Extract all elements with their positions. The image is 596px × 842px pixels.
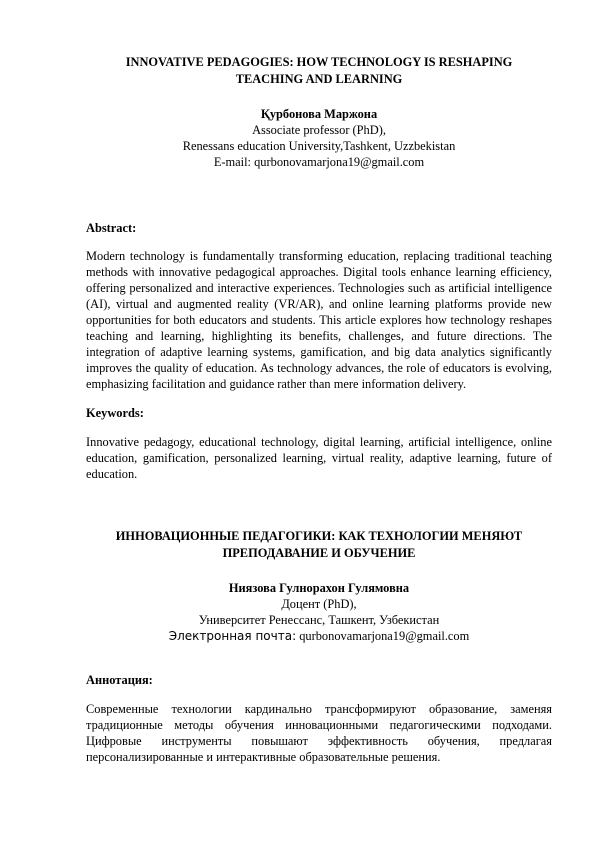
title-russian [86, 528, 552, 562]
author-affiliation-ru: Университет Ренессанс, Ташкент, Узбекистан [198, 613, 440, 627]
title-line: ИННОВАЦИОННЫЕ ПЕДАГОГИКИ: КАК ТЕХНОЛОГИИ МЕНЯЮТ [115, 529, 523, 543]
email-label: Электронная почта: [168, 629, 297, 643]
title-line: TEACHING AND LEARNING [235, 72, 403, 86]
author-position: Associate professor (PhD), [252, 123, 386, 137]
author-position-ru: Доцент (PhD), [281, 597, 357, 611]
author-name-ru: Ниязова Гулнорахон Гулямовна [228, 581, 410, 595]
author-email-ru [86, 628, 552, 644]
abstract-text: Modern technology is fundamentally transforming education, replacing traditional teaching methods with innovative pedagogical approaches. Digital tools enhance learning efficiency, offering personalized and interactive experiences. Technologies such as artificial intelligence (AI), virtual and augmented reality (VR/AR), and online learning platforms provide new opportunities for both educators and students. This article explores how technology reshapes teaching and learning, highlighting its benefits, challenges, and future directions. The integration of adaptive learning systems, gamification, and big data analytics significantly improves the quality of education. As technology advances, the role of educators is evolving, emphasizing facilitation and guidance rather than mere information delivery. [86, 249, 552, 391]
keywords-text: Innovative pedagogy, educational technology, digital learning, artificial intelligence, online education, gamification, personalized learning, virtual reality, adaptive learning, future of education. [86, 435, 552, 481]
author-name: Қурбонова Маржона [260, 107, 378, 121]
keywords-heading: Keywords: [86, 406, 144, 420]
title-line: INNOVATIVE PEDAGOGIES: HOW TECHNOLOGY IS RESHAPING [125, 55, 513, 69]
author-affiliation: Renessans education University,Tashkent, Uzzbekistan [182, 139, 456, 153]
author-email: E-mail: qurbonovamarjona19@gmail.com [213, 155, 425, 169]
page-content [86, 54, 552, 765]
annotation-text: Современные технологии кардинально трансформируют образование, заменяя традиционные методы обучения инновационными педагогическими подходами. Цифровые инструменты повышают эффективность обучения, предлагая персонализированные и интерактивные образовательные решения. [86, 702, 552, 764]
title-english [86, 54, 552, 88]
abstract-heading: Abstract: [86, 221, 137, 235]
email-value: qurbonovamarjona19@gmail.com [299, 629, 470, 643]
title-line: ПРЕПОДАВАНИЕ И ОБУЧЕНИЕ [222, 546, 416, 560]
annotation-heading: Аннотация: [86, 673, 153, 687]
